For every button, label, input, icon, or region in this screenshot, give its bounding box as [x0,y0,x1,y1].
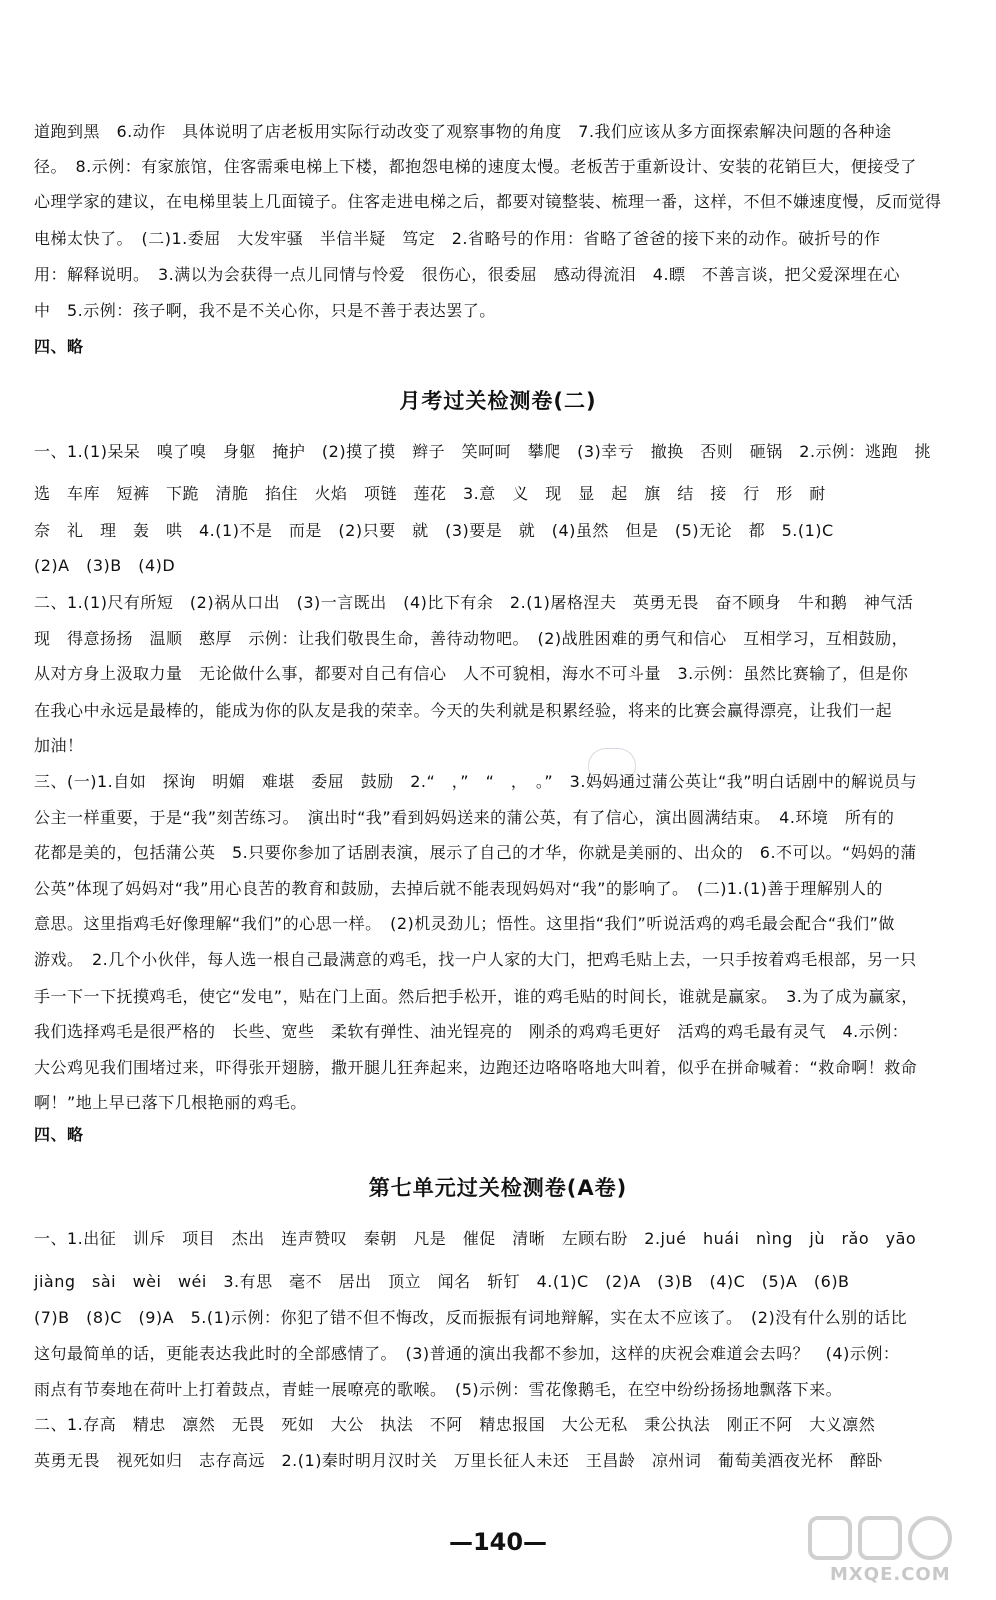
text-line: 一、1.(1)呆呆 嗅了嗅 身躯 掩护 (2)摸了摸 辫子 笑呵呵 攀爬 (3)幸亏 撤换 否则 砸锅 2.示例：逃跑 挑 [34,442,932,461]
text-line: 游戏。 2.几个小伙伴，每人选一根自己最满意的鸡毛，找一户人家的大门，把鸡毛贴上去，一只手按着鸡毛根部，另一只 [34,950,917,969]
text-line: 从对方身上汲取力量 无论做什么事，都要对自己有信心 人不可貌相，海水不可斗量 3.示例：虽然比赛输了，但是你 [34,664,909,683]
text-line: jiàng sài wèi wéi 3.有思 毫不 居出 顶立 闻名 斩钉 4.(1)C (2)A (3)B (4)C (5)A (6)B [34,1272,850,1291]
text-line: 公英”体现了妈妈对“我”用心良苦的教育和鼓励，去掉后就不能表现妈妈对“我”的影响了。 (二)1.(1)善于理解别人的 [34,879,883,898]
text-line: 大公鸡见我们围堵过来，吓得张开翅膀，撒开腿儿狂奔起来，边跑还边咯咯咯地大叫着，似乎在拼命喊着：“救命啊！救命 [34,1058,918,1077]
text-line: 现 得意扬扬 温顺 憨厚 示例：让我们敬畏生命，善待动物吧。 (2)战胜困难的勇气和信心 互相学习，互相鼓励， [34,629,909,648]
text-line: 电梯太快了。 (二)1.委屈 大发牢骚 半信半疑 笃定 2.省略号的作用：省略了爸爸的接下来的动作。破折号的作 [34,229,881,248]
text-line: 奈 礼 理 轰 哄 4.(1)不是 而是 (2)只要 就 (3)要是 就 (4)虽然 但是 (5)无论 都 5.(1)C [34,521,834,540]
text-line: 英勇无畏 视死如归 志存高远 2.(1)秦时明月汉时关 万里长征人未还 王昌龄 凉州词 葡萄美酒夜光杯 醉卧 [34,1451,883,1470]
text-line: 手一下一下抚摸鸡毛，使它“发电”，贴在门上面。然后把手松开，谁的鸡毛贴的时间长，谁就是赢家。 3.为了成为赢家， [34,987,918,1006]
text-line: 意思。这里指鸡毛好像理解“我们”的心思一样。 (2)机灵劲儿；悟性。这里指“我们”听说活鸡的鸡毛最会配合“我们”做 [34,914,895,933]
text-line: 花都是美的，包括蒲公英 5.只要你参加了话剧表演，展示了自己的才华，你就是美丽的、出众的 6.不可以。“妈妈的蒲 [34,843,917,862]
watermark-icon [790,1512,980,1572]
text-line: 这句最简单的话，更能表达我此时的全部感情了。 (3)普通的演出我都不参加，这样的庆祝会难道会去吗？ (4)示例： [34,1344,900,1363]
text-line: 啊！”地上早已落下几根艳丽的鸡毛。 [34,1093,307,1112]
text-line: 我们选择鸡毛是很严格的 长些、宽些 柔软有弹性、油光锃亮的 刚杀的鸡鸡毛更好 活鸡的鸡毛最有灵气 4.示例： [34,1022,909,1041]
text-line: 心理学家的建议，在电梯里装上几面镜子。住客走进电梯之后，都要对镜整装、梳理一番，这样，不但不嫌速度慢，反而觉得 [34,192,942,211]
text-line: 中 5.示例：孩子啊，我不是不关心你，只是不善于表达罢了。 [34,301,496,320]
text-line: 用：解释说明。 3.满以为会获得一点儿同情与怜爱 很伤心，很委屈 感动得流泪 4.瞟 不善言谈，把父爱深埋在心 [34,265,901,284]
text-line: 选 车库 短裤 下跪 清脆 掐住 火焰 项链 莲花 3.意 义 现 显 起 旗 结 接 行 形 耐 [34,484,826,503]
text-line: 在我心中永远是最棒的，能成为你的队友是我的荣幸。今天的失利就是积累经验，将来的比赛会赢得漂亮，让我们一起 [34,701,893,720]
text-line: 径。 8.示例：有家旅馆，住客需乘电梯上下楼，都抱怨电梯的速度太慢。老板苦于重新设计、安装的花销巨大，便接受了 [34,157,917,176]
text-line: (2)A (3)B (4)D [34,556,176,575]
text-line: 二、1.存高 精忠 凛然 无畏 死如 大公 执法 不阿 精忠报国 大公无私 秉公执法 刚正不阿 大义凛然 [34,1415,876,1434]
watermark-text: MXQE.COM [830,1564,951,1585]
page-number: —140— [448,1528,548,1556]
text-line: 三、(一)1.自如 探询 明媚 难堪 委屈 鼓励 2.“ ，” “ ， 。” 3.妈妈通过蒲公英让“我”明白话剧中的解说员与 [34,772,918,791]
text-line: 一、1.出征 训斥 项目 杰出 连声赞叹 秦朝 凡是 催促 清晰 左顾右盼 2.jué huái nìng jù rǎo yāo [34,1229,917,1248]
watermark-logo [790,1512,980,1592]
text-line: 二、1.(1)尺有所短 (2)祸从口出 (3)一言既出 (4)比下有余 2.(1)屠格涅夫 英勇无畏 奋不顾身 牛和鹅 神气活 [34,593,914,612]
section-marker: 四、略 [34,337,84,356]
section-title: 第七单元过关检测卷(A卷) [368,1176,628,1200]
text-line: 道跑到黑 6.动作 具体说明了店老板用实际行动改变了观察事物的角度 7.我们应该从多方面探索解决问题的各种途 [34,122,892,141]
section-title: 月考过关检测卷(二) [399,389,597,413]
text-line: 雨点有节奏地在荷叶上打着鼓点，青蛙一展嘹亮的歌喉。 (5)示例：雪花像鹅毛，在空中纷纷扬扬地飘落下来。 [34,1380,843,1399]
text-line: 加油！ [34,736,84,755]
text-line: (7)B (8)C (9)A 5.(1)示例：你犯了错不但不悔改，反而振振有词地辩解，实在太不应该了。 (2)没有什么别的话比 [34,1308,908,1327]
text-line: 公主一样重要，于是“我”刻苦练习。 演出时“我”看到妈妈送来的蒲公英，有了信心，演出圆满结束。 4.环境 所有的 [34,808,895,827]
section-marker: 四、略 [34,1125,84,1144]
